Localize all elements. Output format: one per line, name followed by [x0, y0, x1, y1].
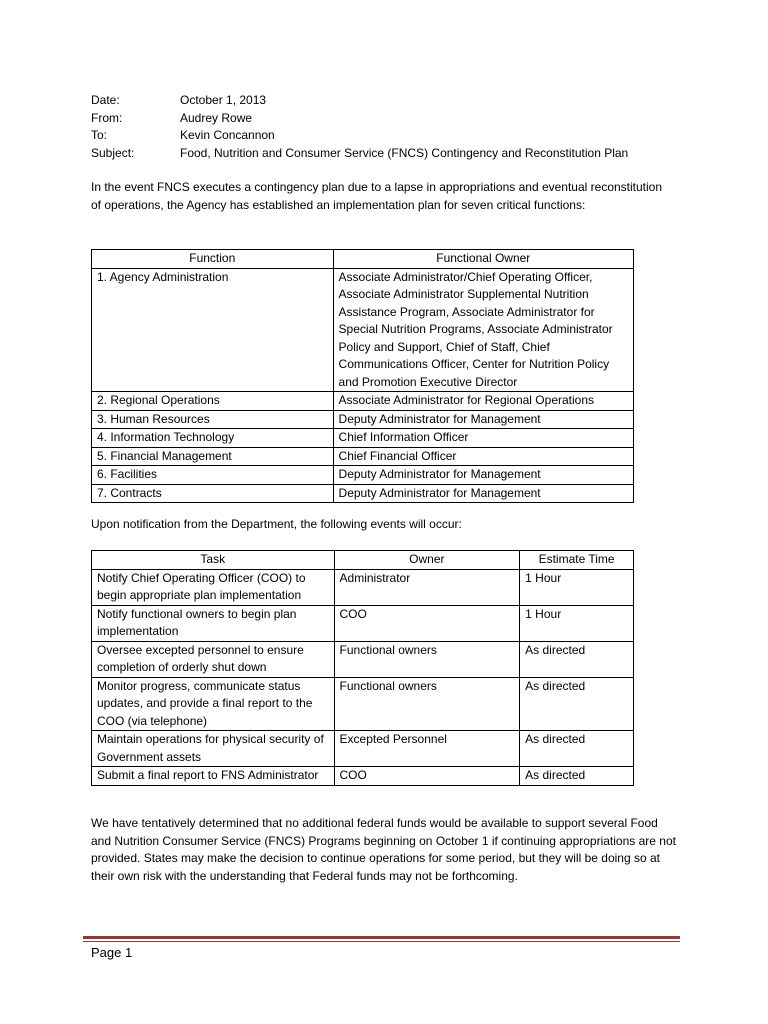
function-cell: 4. Information Technology — [92, 429, 334, 448]
function-header: Function — [92, 250, 334, 269]
table-row — [92, 429, 634, 448]
intro-paragraph: In the event FNCS executes a contingency plan due to a lapse in appropriations and eventual reconstitution of operations, the Agency has established an implementation plan for seven critical functions: — [91, 180, 663, 212]
from-label: From: — [91, 110, 123, 125]
table-row — [92, 605, 634, 641]
owner-cell: Chief Information Officer — [333, 429, 633, 448]
task-cell: Submit a final report to FNS Administrator — [92, 767, 335, 786]
from-value: Audrey Rowe — [180, 110, 253, 125]
table-row — [92, 484, 634, 503]
owner-cell: COO — [334, 605, 520, 641]
time-cell: 1 Hour — [520, 605, 634, 641]
closing-paragraph: We have tentatively determined that no additional federal funds would be available to support several Food and Nutrition Consumer Service (FNCS) Programs beginning on October 1 if continuing appropriations are not provided. States may make the decision to continue operations for some period, but they will be doing so at their own risk with the understanding that Federal funds may not be forthcoming. — [91, 816, 676, 883]
table-row — [92, 268, 634, 392]
owner-cell: Chief Financial Officer — [333, 447, 633, 466]
function-cell: 6. Facilities — [92, 466, 334, 485]
table-row — [92, 569, 634, 605]
task-cell: Oversee excepted personnel to ensure completion of orderly shut down — [92, 641, 335, 677]
tasks-header-row — [92, 551, 634, 570]
task-header: Task — [92, 551, 335, 570]
owner-cell: Functional owners — [334, 641, 520, 677]
owner-cell: Associate Administrator/Chief Operating Officer, Associate Administrator Supplemental Nutrition Assistance Program, Associate Administrator for Special Nutrition Programs, Associate Administrator Policy and Support, Chief of Staff, Chief Communications Officer, Center for Nutrition Policy and Promotion Executive Director — [333, 268, 633, 392]
functions-table — [91, 249, 634, 503]
function-cell: 7. Contracts — [92, 484, 334, 503]
subject-label: Subject: — [91, 145, 135, 160]
table-row — [92, 447, 634, 466]
owner-cell: Excepted Personnel — [334, 731, 520, 767]
task-cell: Maintain operations for physical security of Government assets — [92, 731, 335, 767]
subject-value: Food, Nutrition and Consumer Service (FNCS) Contingency and Reconstitution Plan — [180, 145, 629, 160]
memo-header — [91, 92, 691, 162]
tasks-table — [91, 550, 634, 786]
to-label: To: — [91, 128, 108, 142]
owner-cell: COO — [334, 767, 520, 786]
owner-cell: Functional owners — [334, 677, 520, 731]
time-cell: As directed — [520, 767, 634, 786]
date-row — [91, 92, 691, 110]
task-cell: Notify functional owners to begin plan implementation — [92, 605, 335, 641]
table-row — [92, 731, 634, 767]
from-row — [91, 110, 691, 128]
owner-cell: Deputy Administrator for Management — [333, 466, 633, 485]
functions-header-row — [92, 250, 634, 269]
task-cell: Notify Chief Operating Officer (COO) to begin appropriate plan implementation — [92, 569, 335, 605]
owner-header: Owner — [334, 551, 520, 570]
to-row — [91, 127, 691, 145]
owner-cell: Associate Administrator for Regional Operations — [333, 392, 633, 411]
time-cell: As directed — [520, 731, 634, 767]
function-cell: 1. Agency Administration — [92, 268, 334, 392]
footer-rule-thin — [83, 941, 680, 942]
table-row — [92, 677, 634, 731]
task-cell: Monitor progress, communicate status updates, and provide a final report to the COO (via telephone) — [92, 677, 335, 731]
estimate-time-header: Estimate Time — [520, 551, 634, 570]
time-cell: As directed — [520, 677, 634, 731]
function-cell: 5. Financial Management — [92, 447, 334, 466]
table-row — [92, 410, 634, 429]
owner-cell: Deputy Administrator for Management — [333, 484, 633, 503]
table-row — [92, 466, 634, 485]
table-row — [92, 767, 634, 786]
owner-cell: Deputy Administrator for Management — [333, 410, 633, 429]
function-cell: 2. Regional Operations — [92, 392, 334, 411]
to-value: Kevin Concannon — [180, 128, 275, 142]
date-value: October 1, 2013 — [180, 93, 267, 107]
subject-row — [91, 145, 691, 163]
footer-rule-thick — [83, 936, 680, 939]
function-cell: 3. Human Resources — [92, 410, 334, 429]
functional-owner-header: Functional Owner — [333, 250, 633, 269]
date-label: Date: — [91, 93, 120, 107]
time-cell: 1 Hour — [520, 569, 634, 605]
time-cell: As directed — [520, 641, 634, 677]
table-row — [92, 392, 634, 411]
owner-cell: Administrator — [334, 569, 520, 605]
page-number: Page 1 — [91, 945, 133, 960]
events-intro: Upon notification from the Department, the following events will occur: — [91, 517, 462, 531]
table-row — [92, 641, 634, 677]
